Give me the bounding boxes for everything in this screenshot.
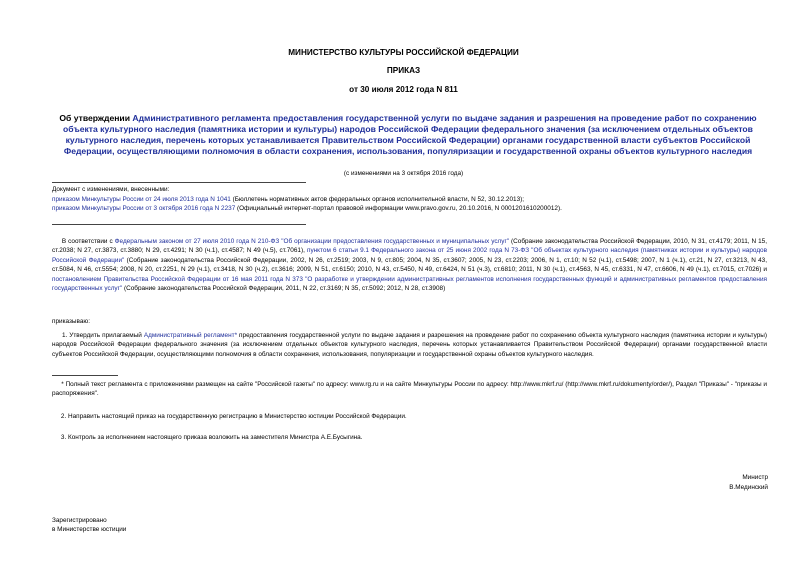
amendment-link-2016[interactable]: приказом Минкультуры России от 3 октября 2016 года N 2237 bbox=[52, 205, 236, 212]
footnote: * Полный текст регламента с приложениями размещен на сайте "Российской газеты" по адресу: www.rg.ru и на сайте Минкультуры России по адресу: http://www.mkrf.ru/ (http://www.mkrf.ru/dokumenty/order/), Раздел "Приказы" - "приказы и распоряжения". bbox=[52, 381, 767, 398]
divider-bottom bbox=[52, 224, 306, 225]
doc-change-item: приказом Минкультуры России от 3 октября 2016 года N 2237 (Официальный интернет-портал правовой информации www.pravo.gov.ru, 20.10.2016, N 0001201610200012). bbox=[52, 205, 562, 212]
title-regulation-link[interactable]: Административного регламента предоставления государственной услуги по выдаче задания и разрешения на проведение работ по сохранению объекта культурного наследия (памятника истории и культуры) народов Российской Федерации федерального значения (за исключением отдельных объектов культурного наследия, перечень которых устанавливается Правительством Российской Федерации) органами государственной власти субъектов Российской Федерации, осуществляющими полномочия в области сохранения, использования, популяризации и государственной охраны объектов культурного наследия bbox=[63, 113, 757, 156]
orders-label: приказываю: bbox=[52, 318, 90, 325]
doc-changes-block bbox=[52, 185, 752, 214]
signature-position: Министр bbox=[742, 474, 768, 481]
regulation-link[interactable]: Административный регламент* bbox=[143, 332, 238, 339]
amendment-link-2013[interactable]: приказом Минкультуры России от 24 июля 2013 года N 1041 bbox=[52, 195, 231, 203]
signature-name: В.Мединский bbox=[729, 484, 768, 491]
preamble-paragraph: В соответствии с Федеральным законом от 27 июля 2010 года N 210-ФЗ "Об организации предоставления государственных и муниципальных услуг" (Собрание законодательства Российской Федерации, 2010, N 31, ст.4179; 2011, N 15, ст.2038; N 27, ст.3873, ст.3880; N 29, ст.4291; N 30 (ч.1), ст.4587; N 49 (ч.5), ст.7061), пунктом 6 статьи 9.1 Федерального закона от 25 июня 2002 года N 73-ФЗ "Об объектах культурного наследия (памятниках истории и культуры) народов Российской Федерации" (Собрание законодательства Российской Федерации, 2002, N 26, ст.2519; 2003, N 9, ст.805; 2004, N 35, ст.3607; 2005, N 23, ст.2203; 2006, N 1, ст.10; N 52 (ч.1), ст.5498; 2007, N 1 (ч.1), ст.21, N 27, ст.3213, N 43, ст.5084, N 46, ст.5554; 2008, N 20, ст.2251, N 29 (ч.1), ст.3418, N 30 (ч.2), ст.3616; 2009, N 51, ст.6150; 2010, N 43, ст.5450, N 49, ст.6424, N 51 (ч.3), ст.6810; 2011, N 30 (ч.1), ст.4563, N 45, ст.6331, N 47, ст.6606, N 49 (ч.1), ст.7015, ст.7026) и постановлением Правительства Российской Федерации от 16 мая 2011 года N 373 "О разработке и утверждении административных регламентов исполнения государственных функций и административных регламентов предоставления государственных услуг" (Собрание законодательства Российской Федерации, 2011, N 22, ст.3169; N 35, ст.5092; 2012, N 28, ст.3908) bbox=[52, 238, 768, 293]
order-item-2: 2. Направить настоящий приказ на государственную регистрацию в Министерство юстиции Российской Федерации. bbox=[60, 413, 407, 420]
doc-changes-intro: Документ с изменениями, внесенными: bbox=[52, 186, 170, 193]
registration-line-2: в Министерстве юстиции bbox=[52, 526, 127, 533]
law-73-link[interactable]: пунктом 6 статьи 9.1 Федерального закона от 25 июня 2002 года N 73-ФЗ "Об объектах культурного наследия (памятниках истории и культуры) народов Российской Федерации" bbox=[52, 247, 767, 264]
divider-top bbox=[52, 182, 306, 183]
order-item-3: 3. Контроль за исполнением настоящего приказа возложить на заместителя Министра А.Е.Бусыгина. bbox=[60, 434, 363, 441]
resolution-373-link[interactable]: постановлением Правительства Российской Федерации от 16 мая 2011 года N 373 "О разработке и утверждении административных регламентов исполнения государственных функций и административных регламентов предоставления государственных услуг" bbox=[52, 275, 767, 293]
registration-line-1: Зарегистрировано bbox=[52, 517, 107, 524]
title-prefix: Об утверждении bbox=[59, 113, 133, 123]
footnote-divider bbox=[52, 375, 118, 376]
ministry-heading: МИНИСТЕРСТВО КУЛЬТУРЫ РОССИЙСКОЙ ФЕДЕРАЦИИ bbox=[288, 48, 519, 57]
law-210-link[interactable]: Федеральным законом от 27 июля 2010 года N 210-ФЗ "Об организации предоставления государственных и муниципальных услуг" bbox=[114, 238, 510, 245]
doc-type-heading: ПРИКАЗ bbox=[386, 66, 421, 75]
date-number-heading: от 30 июля 2012 года N 811 bbox=[349, 85, 458, 94]
amendment-note: (с изменениями на 3 октября 2016 года) bbox=[343, 170, 464, 177]
document-title bbox=[52, 113, 764, 157]
doc-change-item: приказом Минкультуры России от 24 июля 2013 года N 1041 (Бюллетень нормативных актов федеральных органов исполнительной власти, N 52, 30.12.2013); bbox=[52, 195, 525, 203]
order-item-1: 1. Утвердить прилагаемый Административный регламент* предоставления государственной услуги по выдаче задания и разрешения на проведение работ по сохранению объекта культурного наследия (памятника истории и культуры) народов Российской Федерации федерального значения (за исключением отдельных объектов культурного наследия, перечень которых устанавливается Правительством Российской Федерации) органами государственной власти субъектов Российской Федерации, осуществляющими полномочия в области сохранения, использования, популяризации и государственной охраны объектов культурного наследия. bbox=[52, 332, 767, 358]
